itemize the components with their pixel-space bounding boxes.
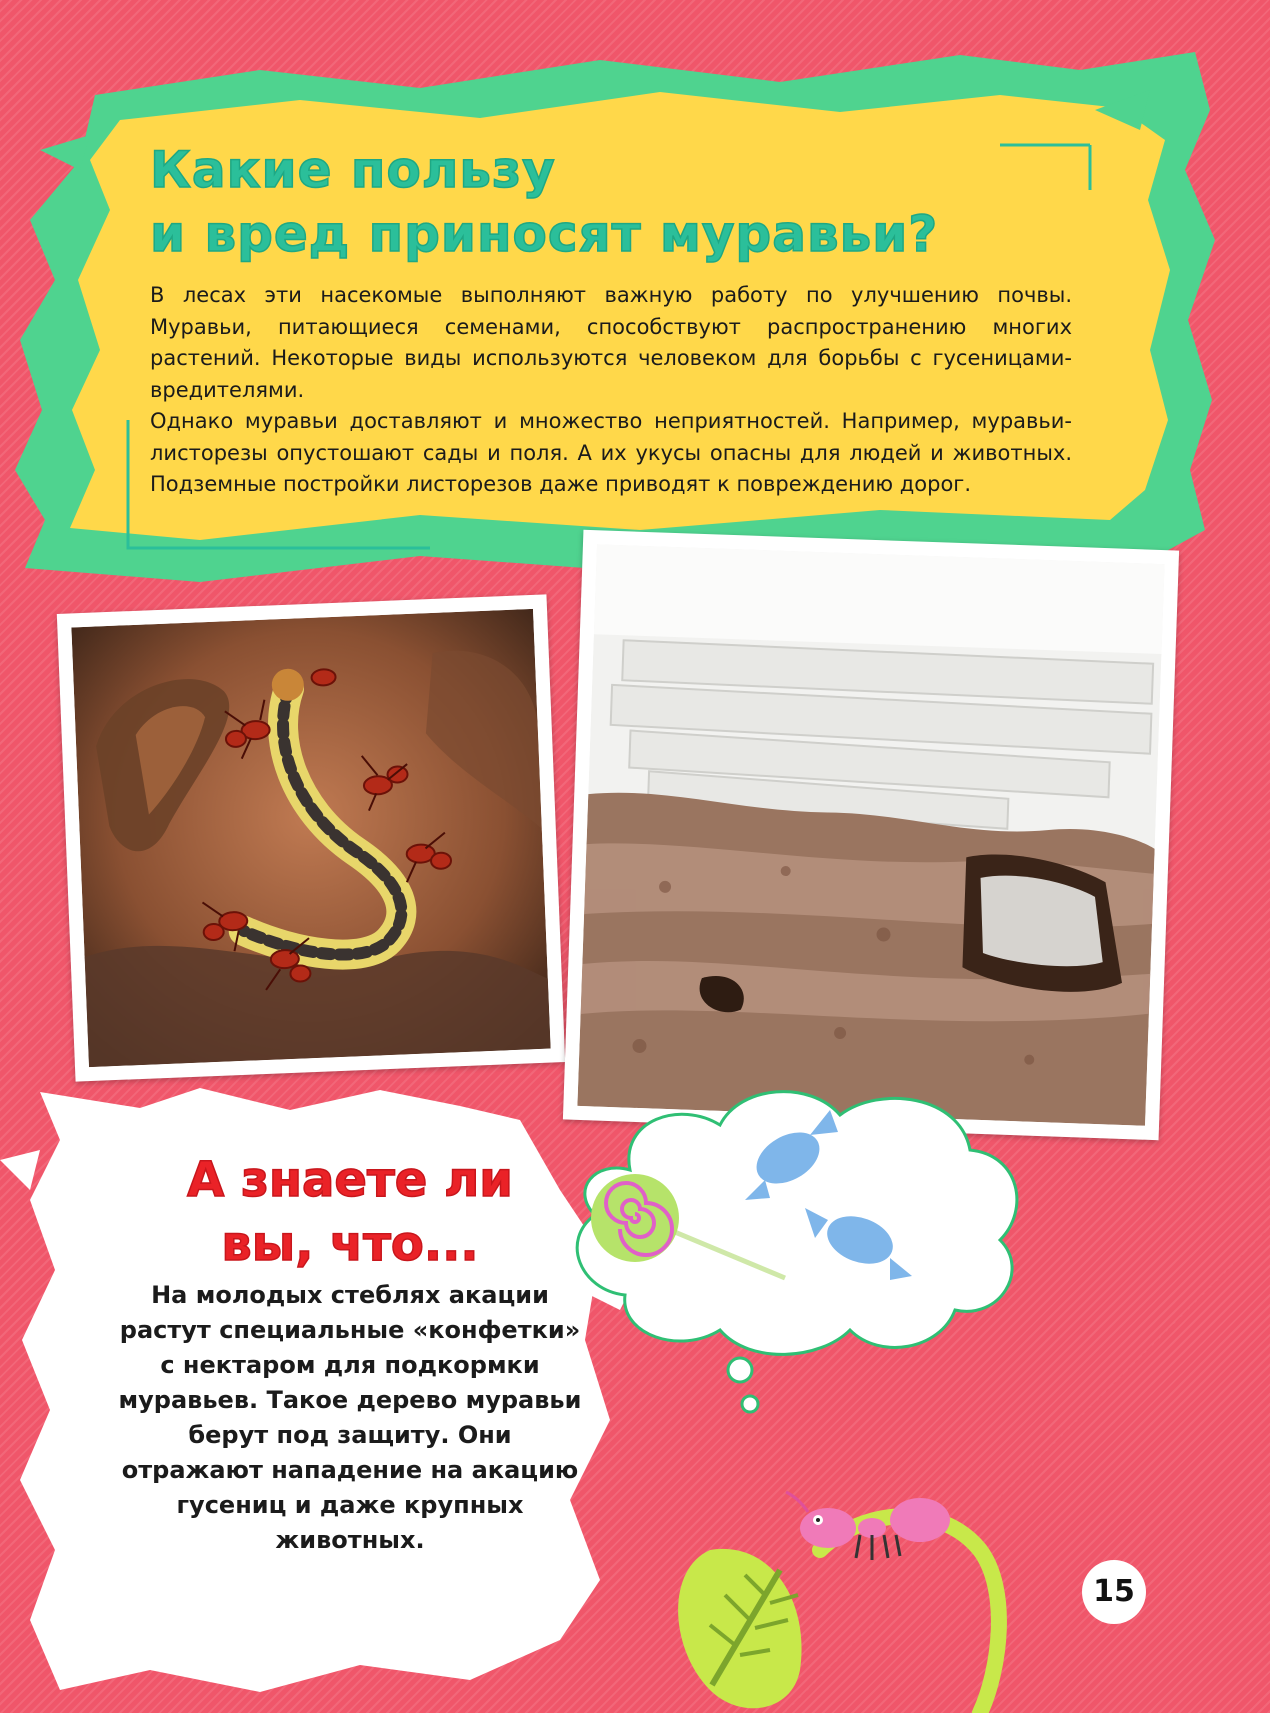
intro-paragraph-1: В лесах эти насекомые выполняют важную работу по улучшению почвы. Муравьи, питающиеся семенами, способствуют распространению многих растений. Некоторые виды используются человеком для борьбы с гусеницами-вредителями.	[150, 283, 1072, 402]
ants-caterpillar-photo	[57, 594, 565, 1081]
decor-illustration	[560, 1080, 1040, 1713]
fact-title	[120, 1148, 580, 1276]
fact-title-line-2: вы, что...	[221, 1216, 479, 1272]
damaged-wood-photo	[563, 530, 1179, 1140]
page-title	[150, 138, 1050, 266]
ant-icon	[786, 1492, 950, 1560]
page-number: 15	[1082, 1560, 1146, 1624]
fact-text: На молодых стеблях акации растут специальные «конфетки» с нектаром для подкормки муравьев. Такое дерево муравьи берут под защиту. Они отражают нападение на акацию гусениц и даже крупных животных.	[118, 1281, 582, 1554]
ants-caterpillar-illustration	[71, 609, 550, 1067]
damaged-wood-illustration	[577, 544, 1164, 1125]
title-line-2: и вред приносят муравьи?	[150, 205, 939, 263]
intro-text	[150, 280, 1072, 501]
intro-paragraph-2: Однако муравьи доставляют и множество неприятностей. Например, муравьи-листорезы опустошают сады и поля. А их укусы опасны для людей и животных. Подземные постройки листорезов даже приводят к повреждению дорог.	[150, 409, 1072, 496]
fact-title-line-1: А знаете ли	[187, 1152, 513, 1208]
title-line-1: Какие пользу	[150, 141, 556, 199]
